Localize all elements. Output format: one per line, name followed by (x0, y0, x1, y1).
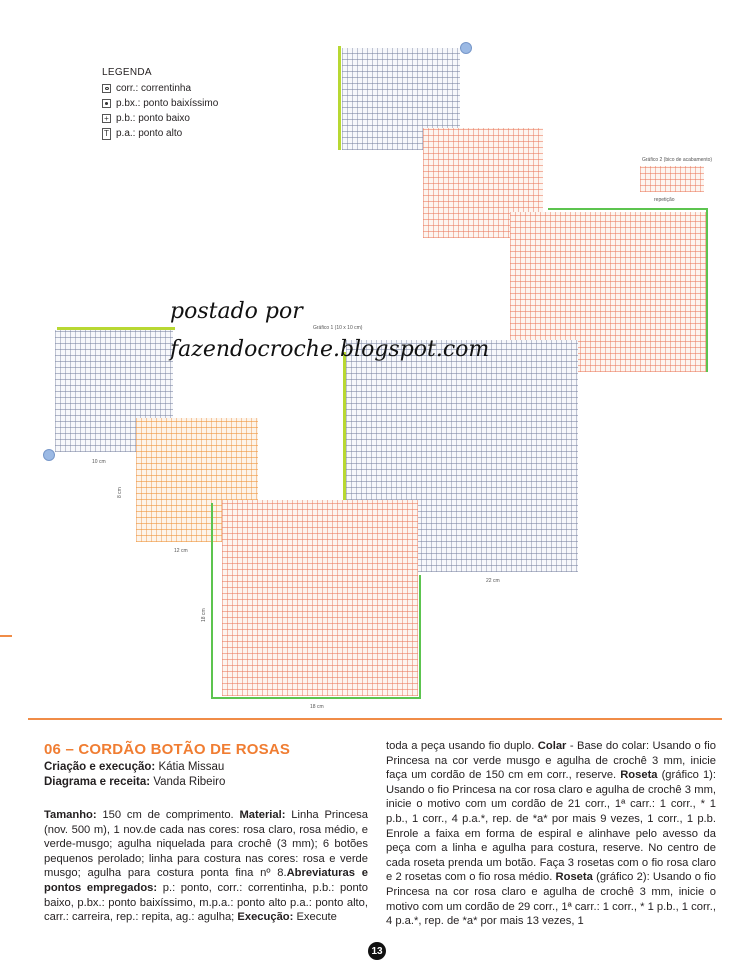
label-chart2: Gráfico 2 (bico de acabamento) (642, 157, 713, 163)
credit-label: Diagrama e receita: (44, 776, 151, 788)
text-abbreviations: p.: ponto, corr.: correntinha, p.b.: ponto baixo, p.bx.: ponto baixíssimo, m.p.a.: ponto alto p.a.: ponto alto, carr.: carreira, rep.: repita, ag.: agulha; (44, 881, 369, 924)
margin-mark (0, 635, 12, 637)
credit-value: Kátia Missau (158, 761, 225, 773)
label-repeat: repetição (654, 197, 675, 203)
watermark-line2: fazendocroche.blogspot.com (170, 337, 490, 362)
marker-circle-top (460, 42, 472, 54)
green-edge-right-top (548, 208, 708, 210)
term-size: Tamanho: (44, 809, 97, 821)
legend-item-single-crochet (102, 111, 272, 126)
legend-item-slip-stitch (102, 96, 272, 111)
chain-symbol-icon (102, 84, 111, 93)
dim-12cm: 12 cm (174, 548, 188, 554)
marker-circle-left (43, 449, 55, 461)
credit-value: Vanda Ribeiro (153, 776, 226, 788)
legend-item-label: p.a.: ponto alto (116, 128, 183, 139)
legend-item-chain (102, 81, 272, 96)
text-intro: toda a peça usando fio duplo. (386, 740, 538, 752)
double-crochet-symbol-icon: T (102, 128, 111, 140)
term-rosette-2: Roseta (555, 871, 593, 884)
credit-diagram (44, 775, 225, 789)
text-material: Linha Princesa (nov. 500 m), 1 nov.de cada nas cores: rosa claro, rosa médio, e verde-musgo; agulha niquelada para crochê (3 mm); 6 botões pequenos perolado; linha para costura nas cores: rosa e verde musgo; agulha para costura ponta fina nº 8. (44, 809, 368, 880)
legend-item-label: p.b.: ponto baixo (116, 113, 190, 124)
legend-item-label: corr.: correntinha (116, 83, 192, 94)
dim-22cm: 22 cm (486, 578, 500, 584)
green-edge-bottom (211, 697, 421, 699)
green-edge-bottom-left (211, 503, 213, 699)
text-execution: Execute (293, 911, 337, 924)
green-edge-right-side (706, 208, 708, 372)
dim-8cm: 8 cm (117, 487, 123, 498)
chart-block-pink-bottom (222, 500, 418, 696)
text-size: 150 cm de comprimento. (96, 809, 240, 821)
credit-creation (44, 760, 224, 774)
term-collar: Colar (537, 740, 567, 752)
green-edge-bottom-right (419, 575, 421, 699)
slip-stitch-symbol-icon (102, 99, 111, 108)
article-heading: 06 – CORDÃO BOTÃO DE ROSAS (44, 741, 291, 758)
term-abbreviations: Abreviaturas e pontos empregados: (44, 867, 368, 894)
legend-item-double-crochet (102, 126, 272, 141)
text-rosette-1: (gráfico 1): Usando o fio Princesa na cor rosa claro e agulha de crochê 3 mm, inicie o motivo com um cordão de 21 corr., 1ª carr.: 1 corr., * 1 p.b., 1 corr., 4 p.a.*, rep. de *a* por mais 9 vezes, 1 corr., 1 p.b. Enrole a faixa em forma de espiral e alinhave pelo avesso da peça com a linha e agulha para costura, reserve. No centro de cada roseta prenda um botão. Faça 3 rosetas com o fio rosa claro e 2 rosetas com o fio rosa médio. (386, 769, 716, 884)
legend-item-label: p.bx.: ponto baixíssimo (116, 98, 219, 109)
article-column-right (386, 739, 716, 929)
page-number: 13 (368, 942, 386, 960)
legend-title: LEGENDA (102, 67, 152, 78)
term-rosette-1: Roseta (620, 769, 658, 782)
label-chart1: Gráfico 1 (10 x 10 cm) (313, 325, 363, 331)
dim-18cm-bottom: 18 cm (310, 704, 324, 710)
dim-10cm: 10 cm (92, 459, 106, 465)
text-rosette-2: (gráfico 2): Usando o fio Princesa na cor rosa claro e agulha de crochê 3 mm, inicie o motivo com um cordão de 29 corr., 1ª carr.: 1 corr., * 1 p.b., 1 corr., 4 p.a.*, rep. de *a* por mais 13 vezes, 1 (386, 871, 717, 928)
single-crochet-symbol-icon: + (102, 114, 111, 123)
article-column-left (44, 808, 368, 925)
legend (102, 66, 272, 141)
text-collar: - Base do colar: Usando o fio Princesa na cor verde musgo e agulha de crochê 3 mm, inicie faça um cordão de 150 cm em corr., reserve. (386, 740, 716, 782)
green-edge-top (338, 46, 341, 150)
term-material: Material: (239, 809, 286, 821)
term-execution: Execução: (237, 911, 294, 924)
credit-label: Criação e execução: (44, 761, 156, 773)
chart2-edge-strip (640, 166, 704, 192)
dim-18cm-side: 18 cm (201, 608, 207, 622)
section-rule (28, 718, 722, 720)
watermark-line1: postado por (170, 299, 303, 324)
